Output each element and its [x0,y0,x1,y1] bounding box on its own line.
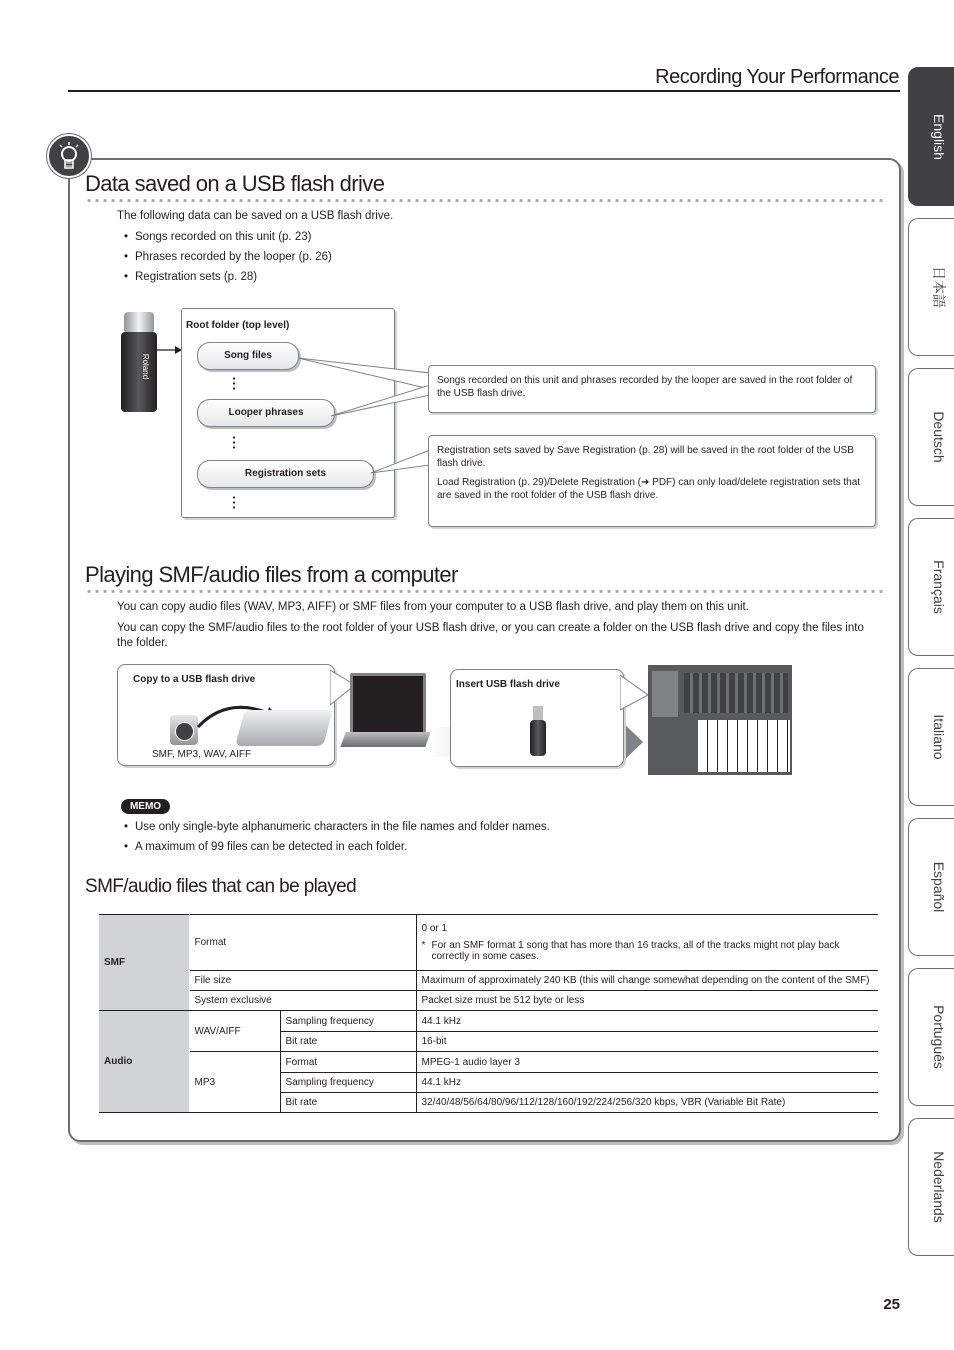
usb-connector [533,706,543,720]
usb-drive-icon [530,720,546,756]
usb-drive-image [235,710,333,746]
instrument-image [648,665,792,775]
callout-text-part: Load Registration (p. 29)/Delete Registration ( [437,477,641,488]
asterisk-icon: * [421,940,426,951]
tab-label: Deutsch [931,411,947,463]
keyboard-keys [698,720,790,772]
copy-box [117,664,335,766]
callout-text-part: PDF) can only load/delete registration sets that are saved in the root folder of the USB flash drive. [437,477,861,501]
cell-note [422,940,874,962]
table-cell: MP3 [189,1052,280,1113]
page-number: 25 [883,1296,900,1313]
table-cell: Sampling frequency [280,1073,416,1093]
arrow-icon [155,340,183,360]
tab-label: Español [931,861,947,913]
song-files-pill: Song files [197,342,299,370]
usb-drive-icon [121,332,157,412]
dotted-rule [85,589,885,594]
table-row [99,991,878,1011]
list-item: • Use only single-byte alphanumeric characters in the file names and folder names. [135,820,550,835]
folder-label: Root folder (top level) [186,320,290,331]
tab-english[interactable] [908,67,954,206]
table-cell: Sampling frequency [280,1011,416,1032]
list-item: • Songs recorded on this unit (p. 23) [135,230,311,245]
tab-label: 日本語 [931,266,947,308]
intro-text: The following data can be saved on a USB flash drive. [117,210,394,222]
copy-label: Copy to a USB flash drive [133,674,256,685]
tab-label: English [931,113,947,160]
table-cell: System exclusive [189,991,416,1011]
callout-root-folder [428,365,876,413]
registration-sets-pill: Registration sets [197,460,374,488]
file-types-label: SMF, MP3, WAV, AIFF [152,749,252,760]
table-cell: Maximum of approximately 240 KB (this will change somewhat depending on the content of the SMF) [416,971,878,991]
panel-section [652,671,678,717]
row-header: Audio [99,1011,189,1113]
spec-table [99,914,878,1113]
brand-label: Roland [141,353,151,380]
table-cell [416,915,878,971]
tab-nederlands[interactable] [908,1118,954,1256]
laptop-icon [350,673,426,735]
callout-text: Songs recorded on this unit and phrases recorded by the looper are saved in the root folder of the USB flash drive. [437,375,853,399]
callout-pointer [620,670,650,730]
table-cell: 16-bit [416,1032,878,1052]
control-panel [684,673,788,713]
table-cell: Bit rate [280,1093,416,1113]
usb-connector [124,312,154,334]
list-item: • A maximum of 99 files can be detected in each folder. [135,840,407,855]
insert-box [450,669,624,767]
tab-label: Nederlands [931,1151,947,1223]
table-row [99,971,878,991]
ellipsis [233,495,235,509]
callout-pointers [295,345,435,495]
tab-japanese[interactable] [908,218,954,356]
dotted-rule [85,198,885,203]
tab-italiano[interactable] [908,668,954,806]
list-item: • Phrases recorded by the looper (p. 26) [135,250,332,265]
list-item: • Registration sets (p. 28) [135,270,257,285]
paragraph: You can copy the SMF/audio files to the root folder of your USB flash drive, or you can create a folder on the USB flash drive and copy the files into the folder. [117,622,864,649]
table-row [99,1011,878,1032]
table-cell: 44.1 kHz [416,1073,878,1093]
tab-deutsch[interactable] [908,368,954,506]
tab-label: Italiano [931,714,947,760]
header-rule [68,90,900,92]
tab-label: Português [931,1005,947,1069]
ellipsis [233,376,235,390]
section-title: Data saved on a USB flash drive [85,171,385,196]
subsection-title: SMF/audio files that can be played [85,876,357,897]
table-cell: 32/40/48/56/64/80/96/112/128/160/192/224/256/320 kbps, VBR (Variable Bit Rate) [416,1093,878,1113]
ellipsis [233,435,235,449]
arrow-right-icon: ➜ [641,477,650,488]
tab-portugues[interactable] [908,968,954,1106]
table-cell: Format [189,915,416,971]
insert-label: Insert USB flash drive [456,679,560,690]
callout-registration [428,435,876,527]
memo-badge: MEMO [121,799,170,814]
tab-espanol[interactable] [908,818,954,956]
table-row [99,915,878,971]
callout-text: Registration sets saved by Save Registration (p. 28) will be saved in the root folder of the USB flash drive. [437,445,854,469]
tab-label: Français [931,560,947,614]
table-cell: Format [280,1052,416,1073]
table-cell: WAV/AIFF [189,1011,280,1052]
table-cell: 44.1 kHz [416,1011,878,1032]
table-cell: Bit rate [280,1032,416,1052]
running-header: Recording Your Performance [655,66,899,88]
table-cell: MPEG-1 audio layer 3 [416,1052,878,1073]
section-title: Playing SMF/audio files from a computer [85,562,458,587]
tab-francais[interactable] [908,518,954,656]
cell-value: 0 or 1 [421,923,448,934]
looper-phrases-pill: Looper phrases [197,399,335,427]
table-cell: Packet size must be 512 byte or less [416,991,878,1011]
play-icon [175,722,194,741]
row-header: SMF [99,915,189,1011]
laptop-base [340,732,430,747]
paragraph: You can copy audio files (WAV, MP3, AIFF) or SMF files from your computer to a USB flash drive, and play them on this unit. [117,601,749,613]
table-cell: File size [189,971,416,991]
note-text: For an SMF format 1 song that has more than 16 tracks, all of the tracks might not play back correctly in some cases. [431,940,840,962]
callout-text [437,476,867,502]
table-row [99,1052,878,1073]
